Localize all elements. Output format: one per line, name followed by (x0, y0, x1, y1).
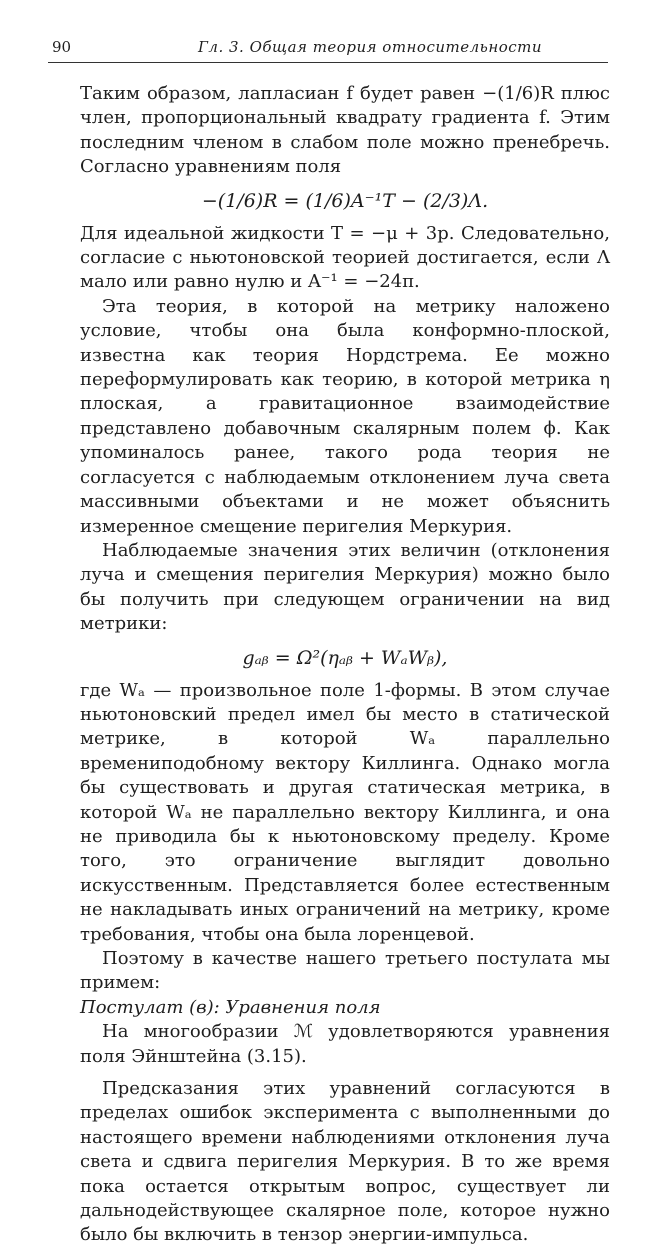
paragraph: Поэтому в качестве нашего третьего постулата мы примем: (80, 948, 610, 994)
paragraph: Для идеальной жидкости T = −μ + 3p. Следовательно, согласие с ньютоновской теорией достигается, если Λ мало или равно нулю и A⁻¹ = −24π. (80, 222, 610, 293)
paragraph: Предсказания этих уравнений согласуются в пределах ошибок эксперимента с выполненными до настоящего времени наблюдениями отклонения луча света и сдвига перигелия Меркурия. В то же время пока остается открытым вопрос, существует ли дальнодействующее скалярное поле, которое нужно было бы включить в тензор энергии-импульса. (80, 1078, 610, 1246)
equation: gₐᵦ = Ω²(ηₐᵦ + WₐWᵦ), (242, 646, 448, 669)
paragraph: где Wₐ — произвольное поле 1-формы. В этом случае ньютоновский предел имел бы место в статической метрике, в которой Wₐ параллельно времениподобному вектору Киллинга. Однако могла бы существовать и другая статическая метрика, в которой Wₐ не параллельно вектору Киллинга, и она не приводила бы к ньютоновскому пределу. Кроме того, это ограничение выглядит довольно искусственным. Представляется более естественным не накладывать иных ограничений на метрику, кроме требования, чтобы она была лоренцевой. (80, 679, 610, 945)
paragraph: Наблюдаемые значения этих величин (отклонения луча и смещения перигелия Меркурия) можно было бы получить при следующем ограничении на вид метрики: (80, 539, 610, 635)
page-body (80, 82, 610, 1248)
page-number: 90 (52, 38, 72, 56)
running-title: Гл. 3. Общая теория относительности (198, 38, 543, 56)
running-header (48, 36, 608, 63)
paragraph: На многообразии ℳ удовлетворяются уравнения поля Эйнштейна (3.15). (80, 1021, 610, 1067)
paragraph: Таким образом, лапласиан f будет равен −(1/6)R плюс член, пропорциональный квадрату градиента f. Этим последним членом в слабом поле можно пренебречь. Согласно уравнениям поля (80, 83, 610, 178)
spacer (80, 1069, 610, 1077)
postulate-title: Постулат (в): Уравнения поля (80, 996, 381, 1018)
equation: −(1/6)R = (1/6)A⁻¹T − (2/3)Λ. (201, 189, 489, 212)
paragraph: Эта теория, в которой на метрику наложено условие, чтобы она была конформно-плоской, известна как теория Нордстрема. Ее можно переформулировать как теорию, в которой метрика η плоская, а гравитационное взаимодействие представлено добавочным скалярным полем ϕ. Как упоминалось ранее, такого рода теория не согласуется с наблюдаемым отклонением луча света массивными объектами и не может объяснить измеренное смещение перигелия Меркурия. (80, 295, 610, 537)
